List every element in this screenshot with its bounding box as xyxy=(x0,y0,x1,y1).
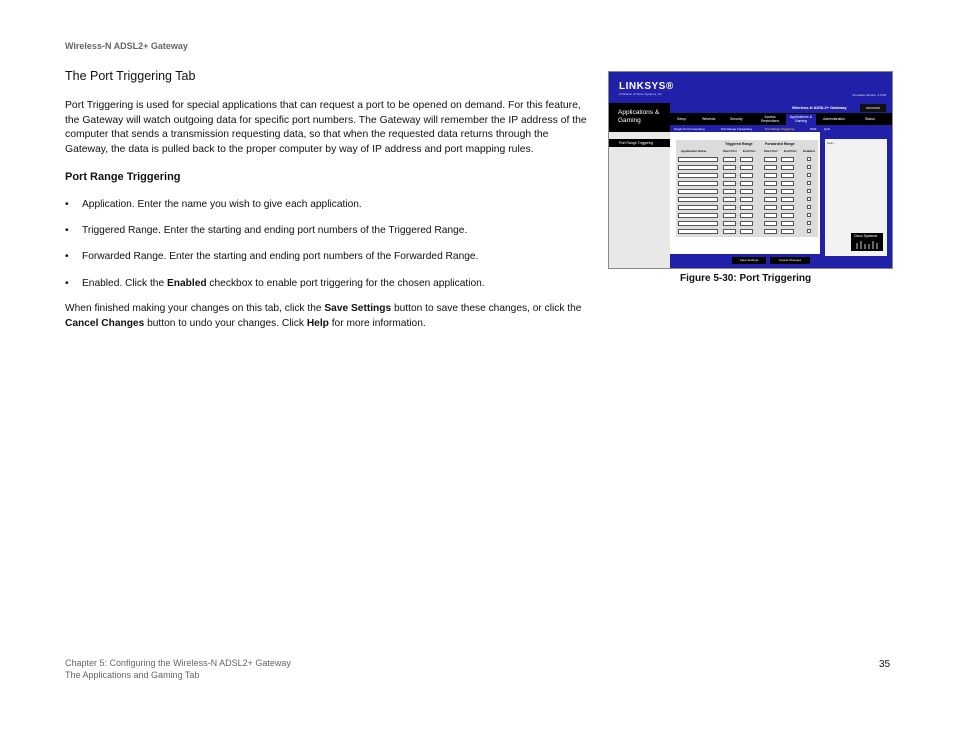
table-row xyxy=(676,172,818,180)
range-dash: - xyxy=(737,173,738,177)
bullet-text-after: checkbox to enable port triggering for the chosen application. xyxy=(206,278,485,289)
firmware-version: Firmware Version: 1.0.00 xyxy=(852,93,886,97)
main-nav xyxy=(670,103,892,132)
model-number: WAG300N xyxy=(860,104,886,112)
tab-access-restrictions[interactable]: Access Restrictions xyxy=(760,115,780,123)
forwarded-end-port-input[interactable] xyxy=(781,173,794,178)
tab-applications-gaming[interactable]: Applications & Gaming xyxy=(786,114,816,125)
closing-paragraph xyxy=(65,302,590,331)
content-area xyxy=(670,132,820,268)
triggered-end-port-input[interactable] xyxy=(740,229,753,234)
application-name-input[interactable] xyxy=(678,213,718,218)
footer-section: The Applications and Gaming Tab xyxy=(65,670,200,680)
enabled-checkbox[interactable] xyxy=(807,165,811,169)
range-dash: - xyxy=(778,173,779,177)
forwarded-end-port-input[interactable] xyxy=(781,165,794,170)
tab-wireless[interactable]: Wireless xyxy=(702,117,716,121)
application-name-input[interactable] xyxy=(678,165,718,170)
bullet-text: Forwarded Range. Enter the starting and ending port numbers of the Forwarded Range. xyxy=(82,251,479,262)
subtab-qos[interactable]: QoS xyxy=(824,126,831,131)
cisco-bridge-icon xyxy=(851,233,883,251)
enabled-checkbox[interactable] xyxy=(807,189,811,193)
forwarded-end-port-input[interactable] xyxy=(781,189,794,194)
linksys-topbar xyxy=(609,72,892,103)
range-dash: - xyxy=(737,213,738,217)
application-name-input[interactable] xyxy=(678,157,718,162)
subtab-port-range-forwarding[interactable]: Port Range Forwarding xyxy=(721,126,753,131)
help-column xyxy=(820,132,892,268)
application-name-input[interactable] xyxy=(678,189,718,194)
subtab-single-port-forwarding[interactable]: Single Port Forwarding xyxy=(674,126,705,131)
range-dash: - xyxy=(778,229,779,233)
triggered-start-port-input[interactable] xyxy=(723,189,736,194)
tab-status[interactable]: Status xyxy=(865,117,875,121)
triggered-start-port-input[interactable] xyxy=(723,197,736,202)
section-title: The Port Triggering Tab xyxy=(65,69,196,83)
table-row xyxy=(676,204,818,212)
enabled-checkbox[interactable] xyxy=(807,229,811,233)
save-settings-button[interactable]: Save Settings xyxy=(732,257,766,264)
forwarded-start-port-input[interactable] xyxy=(764,213,777,218)
sub-tabs xyxy=(670,125,892,132)
triggered-end-port-input[interactable] xyxy=(740,173,753,178)
triggered-start-port-input[interactable] xyxy=(723,205,736,210)
closing-text-4: for more information. xyxy=(328,317,426,329)
bullet-text: Application. Enter the name you wish to give each application. xyxy=(82,199,362,210)
range-dash: - xyxy=(737,181,738,185)
col-enabled: Enabled xyxy=(803,149,815,153)
table-row xyxy=(676,164,818,172)
col-start-port-2: Start Port xyxy=(764,149,778,153)
port-triggering-screenshot xyxy=(608,71,893,269)
table-row xyxy=(676,156,818,164)
triggered-start-port-input[interactable] xyxy=(723,221,736,226)
bullet-text: Triggered Range. Enter the starting and ending port numbers of the Triggered Range. xyxy=(82,225,468,236)
forwarded-start-port-input[interactable] xyxy=(764,197,777,202)
bullet-text xyxy=(82,277,582,291)
col-end-port: End Port xyxy=(743,149,756,153)
range-dash: - xyxy=(778,205,779,209)
forwarded-end-port-input[interactable] xyxy=(781,181,794,186)
enabled-checkbox[interactable] xyxy=(807,213,811,217)
page-number: 35 xyxy=(879,659,891,670)
triggered-start-port-input[interactable] xyxy=(723,229,736,234)
col-app-name: Application Name xyxy=(681,149,707,153)
range-dash: - xyxy=(737,221,738,225)
triggered-start-port-input[interactable] xyxy=(723,173,736,178)
subheading: Port Range Triggering xyxy=(65,171,181,183)
application-name-input[interactable] xyxy=(678,173,718,178)
help-link[interactable]: Help... xyxy=(827,141,836,145)
closing-text-2: button to save these changes, or click the xyxy=(391,303,582,314)
triggered-end-port-input[interactable] xyxy=(740,165,753,170)
enabled-checkbox[interactable] xyxy=(807,221,811,225)
forwarded-start-port-input[interactable] xyxy=(764,181,777,186)
forwarded-start-port-input[interactable] xyxy=(764,173,777,178)
col-group-forwarded: Forwarded Range xyxy=(765,142,795,146)
table-row xyxy=(676,228,818,236)
triggered-end-port-input[interactable] xyxy=(740,205,753,210)
bullet-text-bold: Enabled xyxy=(166,278,207,289)
triggered-end-port-input[interactable] xyxy=(740,181,753,186)
forwarded-end-port-input[interactable] xyxy=(781,221,794,226)
linksys-logo: LINKSYS® xyxy=(619,81,674,92)
forwarded-start-port-input[interactable] xyxy=(764,157,777,162)
range-dash: - xyxy=(737,229,738,233)
range-dash: - xyxy=(778,189,779,193)
forwarded-start-port-input[interactable] xyxy=(764,229,777,234)
triggered-end-port-input[interactable] xyxy=(740,213,753,218)
range-dash: - xyxy=(737,165,738,169)
subtab-dmz[interactable]: DMZ xyxy=(810,126,817,131)
triggered-start-port-input[interactable] xyxy=(723,181,736,186)
range-dash: - xyxy=(778,157,779,161)
range-dash: - xyxy=(737,205,738,209)
triggered-start-port-input[interactable] xyxy=(723,165,736,170)
forwarded-end-port-input[interactable] xyxy=(781,213,794,218)
forwarded-start-port-input[interactable] xyxy=(764,205,777,210)
subtab-port-range-triggering[interactable]: Port Range Triggering xyxy=(765,126,795,131)
product-bar xyxy=(670,103,892,113)
col-end-port-2: End Port xyxy=(784,149,797,153)
triggered-end-port-input[interactable] xyxy=(740,197,753,202)
application-name-input[interactable] xyxy=(678,205,718,210)
application-name-input[interactable] xyxy=(678,197,718,202)
col-start-port: Start Port xyxy=(723,149,737,153)
forwarded-end-port-input[interactable] xyxy=(781,197,794,202)
bullet-dot: • xyxy=(65,225,69,236)
button-bar xyxy=(670,254,820,268)
application-name-input[interactable] xyxy=(678,181,718,186)
range-dash: - xyxy=(737,197,738,201)
bullet-text-before: Enabled. Click the xyxy=(82,278,167,289)
footer xyxy=(65,657,291,681)
cisco-logo xyxy=(851,233,883,251)
tab-setup[interactable]: Setup xyxy=(677,117,687,121)
forwarded-end-port-input[interactable] xyxy=(781,229,794,234)
tab-security[interactable]: Security xyxy=(730,117,743,121)
range-dash: - xyxy=(778,165,779,169)
linksys-tagline: A Division of Cisco Systems, Inc. xyxy=(619,92,663,96)
table-row xyxy=(676,212,818,220)
forwarded-start-port-input[interactable] xyxy=(764,221,777,226)
footer-chapter: Chapter 5: Configuring the Wireless-N ADSL2+ Gateway xyxy=(65,658,291,668)
range-dash: - xyxy=(737,157,738,161)
figure-caption: Figure 5-30: Port Triggering xyxy=(680,273,812,284)
col-group-triggered: Triggered Range xyxy=(725,142,753,146)
triggered-start-port-input[interactable] xyxy=(723,157,736,162)
application-name-input[interactable] xyxy=(678,229,718,234)
enabled-checkbox[interactable] xyxy=(807,197,811,201)
bullet-dot: • xyxy=(65,278,69,289)
closing-bold-help: Help xyxy=(306,317,329,329)
bullet-dot: • xyxy=(65,251,69,262)
forwarded-end-port-input[interactable] xyxy=(781,157,794,162)
closing-text-1: When finished making your changes on this tab, click the xyxy=(65,303,325,314)
application-name-input[interactable] xyxy=(678,221,718,226)
range-dash: - xyxy=(778,213,779,217)
range-dash: - xyxy=(778,181,779,185)
closing-bold-save: Save Settings xyxy=(324,303,392,314)
cisco-logo-text: Cisco Systems xyxy=(854,234,878,238)
trigger-table xyxy=(676,140,818,237)
closing-bold-cancel: Cancel Changes xyxy=(65,317,145,329)
range-dash: - xyxy=(778,197,779,201)
triggered-end-port-input[interactable] xyxy=(740,221,753,226)
product-name: Wireless-N ADSL2+ Gateway xyxy=(792,105,847,110)
range-dash: - xyxy=(737,189,738,193)
triggered-end-port-input[interactable] xyxy=(740,189,753,194)
bullet-dot: • xyxy=(65,199,69,210)
enabled-checkbox[interactable] xyxy=(807,205,811,209)
triggered-end-port-input[interactable] xyxy=(740,157,753,162)
table-row xyxy=(676,188,818,196)
intro-paragraph: Port Triggering is used for special applications that can request a port to be opened on demand. For this feature, the Gateway will watch outgoing data for specific port numbers. The Gateway will remember the IP address of the computer that sends a transmission requesting data, so that when the requested data returns through the Gateway, the data is pulled back to the proper computer by way of IP address and port mapping rules. xyxy=(65,100,587,155)
section-label: Applications & Gaming xyxy=(609,103,670,132)
cancel-changes-button[interactable]: Cancel Changes xyxy=(770,257,810,264)
forwarded-start-port-input[interactable] xyxy=(764,165,777,170)
forwarded-start-port-input[interactable] xyxy=(764,189,777,194)
range-dash: - xyxy=(778,221,779,225)
left-column xyxy=(609,132,670,268)
enabled-checkbox[interactable] xyxy=(807,173,811,177)
left-heading: Port Range Triggering xyxy=(609,139,670,147)
table-row xyxy=(676,220,818,228)
enabled-checkbox[interactable] xyxy=(807,157,811,161)
triggered-start-port-input[interactable] xyxy=(723,213,736,218)
forwarded-end-port-input[interactable] xyxy=(781,205,794,210)
running-header: Wireless-N ADSL2+ Gateway xyxy=(65,41,188,51)
closing-text-3: button to undo your changes. Click xyxy=(144,317,307,329)
table-row xyxy=(676,196,818,204)
table-row xyxy=(676,180,818,188)
tab-administration[interactable]: Administration xyxy=(823,117,846,121)
enabled-checkbox[interactable] xyxy=(807,181,811,185)
main-tabs xyxy=(670,113,892,125)
